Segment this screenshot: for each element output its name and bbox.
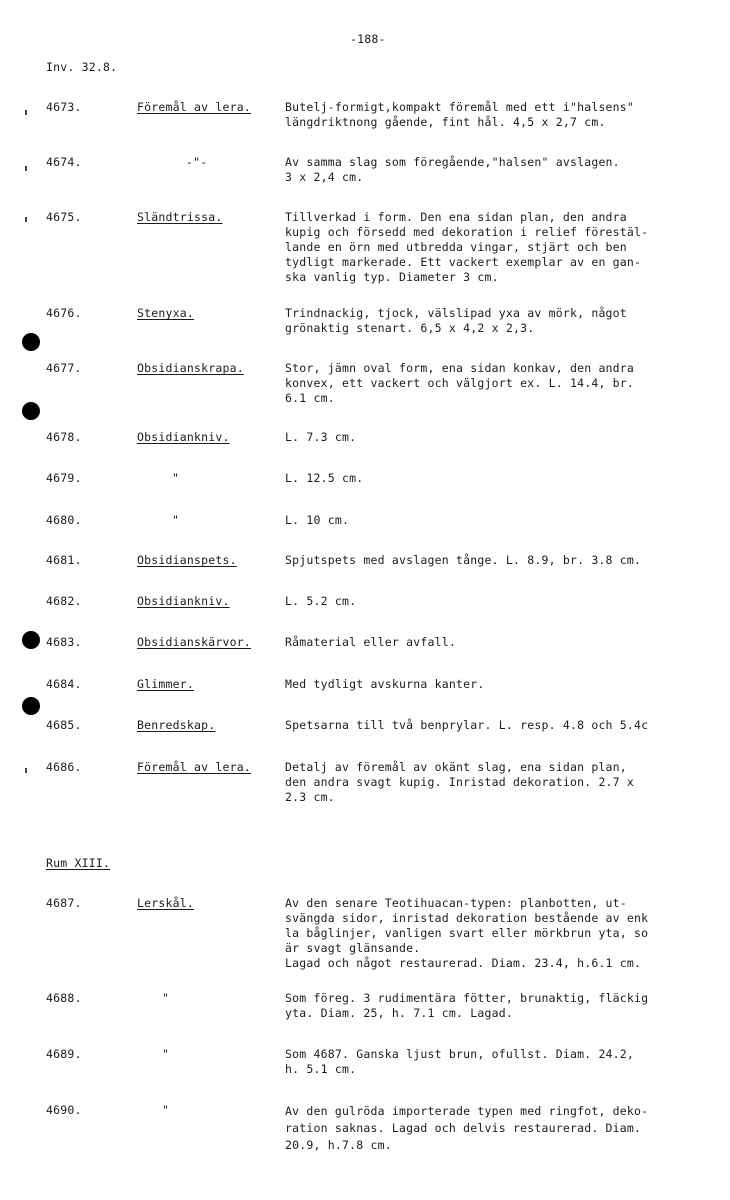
entry-item: Obsidiankniv. <box>137 594 230 608</box>
entry-item: Föremål av lera. <box>137 760 251 774</box>
room-heading: Rum XIII. <box>46 856 111 870</box>
entry-number: 4687. <box>46 896 82 910</box>
entry-description: Av den senare Teotihuacan-typen: planbotten, ut- svängda sidor, inristad dekoration bestående av enk la båglinjer, vanligen svart eller mörkbrun yta, so är svagt glänsande. Lagad och något restaurerad. Diam. 23.4, h.6.1 cm. <box>285 896 649 970</box>
entry-number: 4675. <box>46 210 82 224</box>
punch-hole <box>22 402 40 420</box>
entry-description: Råmaterial eller avfall. <box>285 635 456 649</box>
entry-number: 4683. <box>46 635 82 649</box>
entry-number: 4680. <box>46 513 82 527</box>
entry-number: 4690. <box>46 1103 82 1117</box>
entry-description: Av den gulröda importerade typen med ringfot, deko- ration saknas. Lagad och delvis restaurerad. Diam. 20.9, h.7.8 cm. <box>285 1104 649 1152</box>
entry-item: Obsidianskärvor. <box>137 635 251 649</box>
entry-item: Lerskål. <box>137 896 194 910</box>
entry-description: Av samma slag som föregående,"halsen" avslagen. 3 x 2,4 cm. <box>285 155 620 184</box>
page-number: -188- <box>350 32 386 46</box>
punch-hole <box>22 631 40 649</box>
entry-number: 4674. <box>46 155 82 169</box>
entry-number: 4685. <box>46 718 82 732</box>
entry-item: " <box>172 471 180 485</box>
entry-description: Detalj av föremål av okänt slag, ena sidan plan, den andra svagt kupig. Inristad dekoration. 2.7 x 2.3 cm. <box>285 760 635 804</box>
entry-item: " <box>162 1047 170 1061</box>
entry-number: 4677. <box>46 361 82 375</box>
entry-number: 4676. <box>46 306 82 320</box>
entry-description: L. 5.2 cm. <box>285 594 357 608</box>
entry-description: L. 7.3 cm. <box>285 430 357 444</box>
entry-number: 4688. <box>46 991 82 1005</box>
entry-item: Obsidiankniv. <box>137 430 230 444</box>
entry-item: -"- <box>186 155 208 169</box>
entry-description: Som föreg. 3 rudimentära fötter, brunaktig, fläckig yta. Diam. 25, h. 7.1 cm. Lagad. <box>285 991 649 1020</box>
entry-number: 4689. <box>46 1047 82 1061</box>
margin-mark <box>25 217 27 222</box>
entry-item: Sländtrissa. <box>137 210 223 224</box>
entry-item: Stenyxa. <box>137 306 194 320</box>
entry-item: Benredskap. <box>137 718 216 732</box>
entry-description: Spjutspets med avslagen tånge. L. 8.9, br. 3.8 cm. <box>285 553 642 567</box>
punch-hole <box>22 333 40 351</box>
margin-mark <box>25 110 27 115</box>
entry-description: Som 4687. Ganska ljust brun, ofullst. Diam. 24.2, h. 5.1 cm. <box>285 1047 635 1076</box>
entry-description: L. 12.5 cm. <box>285 471 364 485</box>
entry-description: Tillverkad i form. Den ena sidan plan, den andra kupig och försedd med dekoration i relief förestäl- lande en örn med utbredda vingar, stjärt och ben tydligt markerade. Ett vackert exemplar av en gan- ska vanlig typ. Diameter 3 cm. <box>285 210 649 284</box>
entry-description: Med tydligt avskurna kanter. <box>285 677 485 691</box>
entry-item: Föremål av lera. <box>137 100 251 114</box>
entry-item: Glimmer. <box>137 677 194 691</box>
entry-number: 4684. <box>46 677 82 691</box>
entry-item: " <box>162 991 170 1005</box>
entry-number: 4678. <box>46 430 82 444</box>
entry-number: 4673. <box>46 100 82 114</box>
entry-number: 4682. <box>46 594 82 608</box>
entry-description: L. 10 cm. <box>285 513 350 527</box>
entry-description: Trindnackig, tjock, välslipad yxa av mörk, något grönaktig stenart. 6,5 x 4,2 x 2,3. <box>285 306 627 335</box>
entry-description: Spetsarna till två benprylar. L. resp. 4.8 och 5.4c <box>285 718 649 732</box>
entry-description: Stor, jämn oval form, ena sidan konkav, den andra konvex, ett vackert och välgjort ex. L. 14.4, br. 6.1 cm. <box>285 361 635 405</box>
margin-mark <box>25 166 27 171</box>
entry-description: Butelj-formigt,kompakt föremål med ett i"halsens" längdriktnong gående, fint hål. 4,5 x 2,7 cm. <box>285 100 635 129</box>
entry-item: Obsidianspets. <box>137 553 237 567</box>
entry-item: " <box>172 513 180 527</box>
punch-hole <box>22 697 40 715</box>
inventory-header: Inv. 32.8. <box>46 60 118 74</box>
entry-item: Obsidianskrapa. <box>137 361 244 375</box>
entry-number: 4681. <box>46 553 82 567</box>
margin-mark <box>25 768 27 773</box>
entry-number: 4679. <box>46 471 82 485</box>
entry-number: 4686. <box>46 760 82 774</box>
entry-item: " <box>162 1103 170 1117</box>
